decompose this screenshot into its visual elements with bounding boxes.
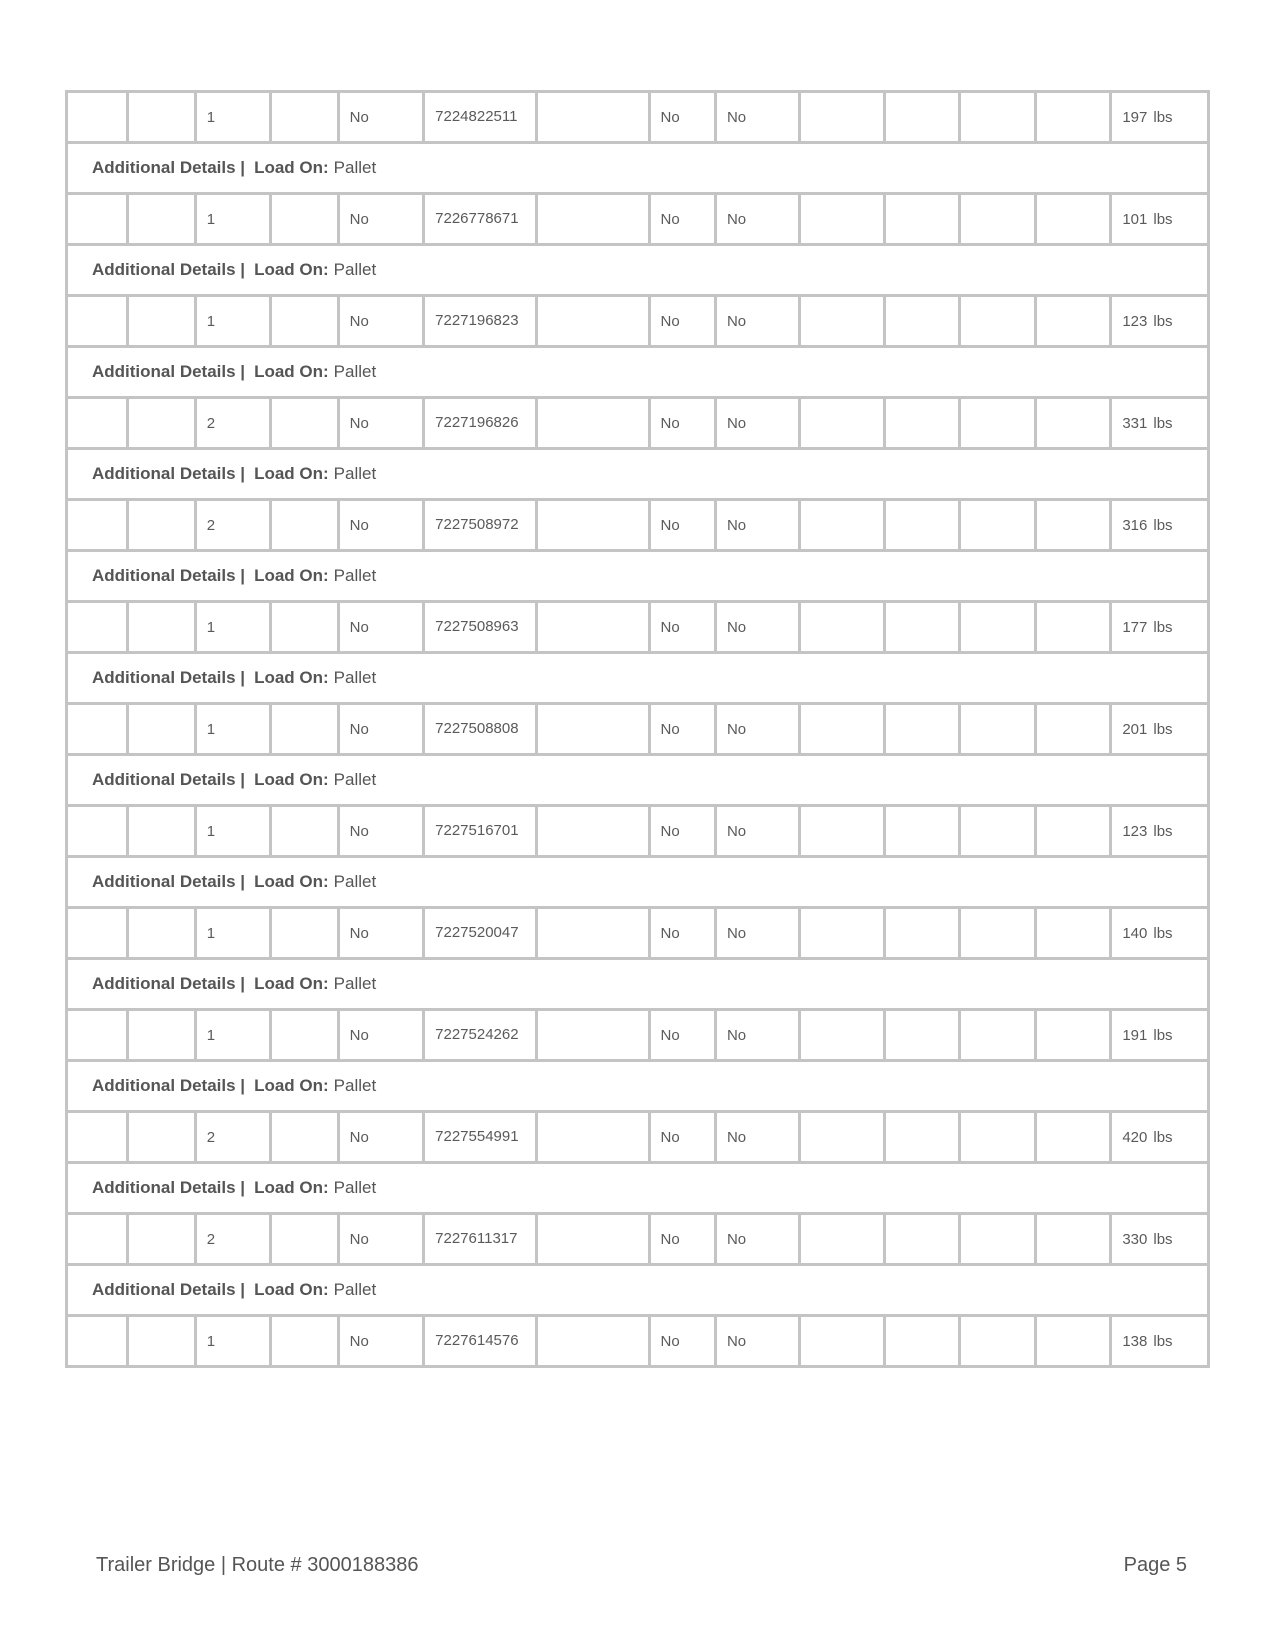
cell-empty <box>1035 92 1110 143</box>
cell-flag: No <box>338 602 424 653</box>
cell-empty <box>128 194 195 245</box>
cell-flag: No <box>338 1316 424 1367</box>
additional-details-cell <box>67 653 1209 704</box>
cell-empty <box>128 92 195 143</box>
cell-flag: No <box>715 1010 800 1061</box>
cell-tracking-number: 7227508963 <box>424 602 537 653</box>
cell-flag: No <box>649 602 715 653</box>
cell-flag: No <box>338 1214 424 1265</box>
table-row <box>67 806 1209 857</box>
cell-empty <box>1035 704 1110 755</box>
cell-empty <box>800 806 885 857</box>
cell-empty <box>800 92 885 143</box>
cell-empty <box>884 806 959 857</box>
cell-empty <box>1035 806 1110 857</box>
cell-tracking-number: 7227508972 <box>424 500 537 551</box>
cell-empty <box>1035 296 1110 347</box>
weight-value: 316 <box>1122 516 1148 534</box>
cell-tracking-number: 7227196826 <box>424 398 537 449</box>
cell-empty <box>800 194 885 245</box>
cell-flag: No <box>649 1112 715 1163</box>
cell-empty <box>67 1112 128 1163</box>
cell-empty <box>1035 194 1110 245</box>
cell-empty <box>884 602 959 653</box>
cell-empty <box>800 1112 885 1163</box>
additional-details-row <box>67 959 1209 1010</box>
cell-empty <box>67 1214 128 1265</box>
load-on-label: Load On: <box>254 1178 329 1197</box>
cell-empty <box>67 1010 128 1061</box>
additional-details-label: Additional Details | <box>92 260 246 279</box>
cell-empty <box>67 806 128 857</box>
cell-empty <box>1035 908 1110 959</box>
cell-empty <box>884 1214 959 1265</box>
weight-unit: lbs <box>1153 720 1173 738</box>
load-on-value: Pallet <box>333 158 377 177</box>
cell-empty <box>67 92 128 143</box>
cell-empty <box>1035 1214 1110 1265</box>
weight-unit: lbs <box>1153 1128 1173 1146</box>
cell-empty <box>960 500 1035 551</box>
cell-flag: No <box>649 1214 715 1265</box>
cell-weight <box>1111 194 1209 245</box>
cell-weight <box>1111 398 1209 449</box>
cell-empty <box>128 1112 195 1163</box>
cell-empty <box>960 92 1035 143</box>
cell-weight <box>1111 1214 1209 1265</box>
cell-empty <box>884 704 959 755</box>
additional-details-label: Additional Details | <box>92 1076 246 1095</box>
cell-flag: No <box>715 194 800 245</box>
weight-value: 101 <box>1122 210 1148 228</box>
footer-page-number: Page 5 <box>1123 1554 1187 1576</box>
cell-quantity: 2 <box>195 500 270 551</box>
additional-details-cell <box>67 551 1209 602</box>
additional-details-row <box>67 857 1209 908</box>
weight-value: 123 <box>1122 822 1148 840</box>
cell-empty <box>67 908 128 959</box>
additional-details-row <box>67 449 1209 500</box>
cell-quantity: 1 <box>195 1010 270 1061</box>
cell-empty <box>536 908 649 959</box>
cell-flag: No <box>649 500 715 551</box>
cell-empty <box>884 1316 959 1367</box>
cell-quantity: 2 <box>195 1214 270 1265</box>
additional-details-label: Additional Details | <box>92 668 246 687</box>
load-on-label: Load On: <box>254 464 329 483</box>
weight-value: 138 <box>1122 1332 1148 1350</box>
cell-empty <box>884 908 959 959</box>
cell-empty <box>271 1214 338 1265</box>
cell-empty <box>960 1316 1035 1367</box>
table-row <box>67 1214 1209 1265</box>
weight-unit: lbs <box>1153 822 1173 840</box>
cell-empty <box>271 296 338 347</box>
cell-empty <box>536 1112 649 1163</box>
cell-flag: No <box>338 1112 424 1163</box>
cell-empty <box>1035 1316 1110 1367</box>
cell-tracking-number: 7227520047 <box>424 908 537 959</box>
cell-flag: No <box>338 704 424 755</box>
cell-empty <box>128 1010 195 1061</box>
cell-empty <box>128 602 195 653</box>
cell-flag: No <box>649 398 715 449</box>
cell-quantity: 1 <box>195 704 270 755</box>
cell-empty <box>128 806 195 857</box>
cell-weight <box>1111 1010 1209 1061</box>
weight-unit: lbs <box>1153 210 1173 228</box>
load-on-value: Pallet <box>333 668 377 687</box>
load-on-value: Pallet <box>333 464 377 483</box>
cell-empty <box>960 908 1035 959</box>
table-row <box>67 704 1209 755</box>
cell-flag: No <box>338 500 424 551</box>
additional-details-label: Additional Details | <box>92 1280 246 1299</box>
weight-value: 330 <box>1122 1230 1148 1248</box>
cell-empty <box>884 194 959 245</box>
load-on-label: Load On: <box>254 872 329 891</box>
cell-empty <box>884 1010 959 1061</box>
weight-unit: lbs <box>1153 312 1173 330</box>
cell-flag: No <box>649 1316 715 1367</box>
cell-quantity: 1 <box>195 92 270 143</box>
cell-empty <box>884 398 959 449</box>
cell-weight <box>1111 806 1209 857</box>
cell-empty <box>1035 1010 1110 1061</box>
load-on-value: Pallet <box>333 974 377 993</box>
load-on-value: Pallet <box>333 566 377 585</box>
shipment-table <box>65 90 1210 1368</box>
cell-flag: No <box>715 296 800 347</box>
additional-details-row <box>67 551 1209 602</box>
cell-empty <box>271 704 338 755</box>
cell-empty <box>67 194 128 245</box>
cell-empty <box>128 500 195 551</box>
cell-empty <box>1035 500 1110 551</box>
cell-flag: No <box>338 296 424 347</box>
load-on-label: Load On: <box>254 158 329 177</box>
cell-empty <box>800 1010 885 1061</box>
cell-tracking-number: 7224822511 <box>424 92 537 143</box>
cell-empty <box>960 602 1035 653</box>
cell-empty <box>271 1112 338 1163</box>
cell-weight <box>1111 92 1209 143</box>
additional-details-row <box>67 143 1209 194</box>
table-row <box>67 500 1209 551</box>
cell-tracking-number: 7227554991 <box>424 1112 537 1163</box>
cell-empty <box>271 92 338 143</box>
additional-details-cell <box>67 143 1209 194</box>
cell-empty <box>128 1214 195 1265</box>
cell-empty <box>128 908 195 959</box>
table-row <box>67 92 1209 143</box>
weight-value: 123 <box>1122 312 1148 330</box>
cell-flag: No <box>715 806 800 857</box>
cell-flag: No <box>338 398 424 449</box>
cell-empty <box>960 296 1035 347</box>
cell-flag: No <box>649 704 715 755</box>
weight-unit: lbs <box>1153 1230 1173 1248</box>
additional-details-label: Additional Details | <box>92 566 246 585</box>
cell-empty <box>800 296 885 347</box>
cell-empty <box>800 602 885 653</box>
load-on-value: Pallet <box>333 1076 377 1095</box>
table-row <box>67 602 1209 653</box>
cell-flag: No <box>649 92 715 143</box>
cell-tracking-number: 7227508808 <box>424 704 537 755</box>
load-on-value: Pallet <box>333 1280 377 1299</box>
cell-empty <box>67 296 128 347</box>
cell-empty <box>536 500 649 551</box>
weight-value: 201 <box>1122 720 1148 738</box>
additional-details-cell <box>67 1163 1209 1214</box>
table-row <box>67 398 1209 449</box>
additional-details-row <box>67 755 1209 806</box>
cell-tracking-number: 7227516701 <box>424 806 537 857</box>
cell-tracking-number: 7227196823 <box>424 296 537 347</box>
additional-details-cell <box>67 245 1209 296</box>
weight-value: 191 <box>1122 1026 1148 1044</box>
table-row <box>67 908 1209 959</box>
cell-flag: No <box>715 500 800 551</box>
cell-empty <box>271 500 338 551</box>
additional-details-cell <box>67 857 1209 908</box>
cell-empty <box>536 296 649 347</box>
cell-empty <box>536 1316 649 1367</box>
cell-quantity: 1 <box>195 296 270 347</box>
cell-tracking-number: 7227614576 <box>424 1316 537 1367</box>
weight-value: 420 <box>1122 1128 1148 1146</box>
table-row <box>67 1316 1209 1367</box>
additional-details-cell <box>67 755 1209 806</box>
additional-details-label: Additional Details | <box>92 872 246 891</box>
cell-empty <box>536 92 649 143</box>
cell-empty <box>960 806 1035 857</box>
cell-empty <box>128 296 195 347</box>
table-row <box>67 296 1209 347</box>
cell-empty <box>884 296 959 347</box>
cell-empty <box>960 1112 1035 1163</box>
cell-tracking-number: 7226778671 <box>424 194 537 245</box>
cell-empty <box>960 398 1035 449</box>
cell-weight <box>1111 500 1209 551</box>
load-on-label: Load On: <box>254 1076 329 1095</box>
table-row <box>67 194 1209 245</box>
cell-empty <box>271 806 338 857</box>
cell-flag: No <box>649 1010 715 1061</box>
cell-empty <box>536 194 649 245</box>
cell-empty <box>536 1010 649 1061</box>
cell-empty <box>536 398 649 449</box>
load-on-label: Load On: <box>254 260 329 279</box>
cell-empty <box>67 500 128 551</box>
additional-details-row <box>67 347 1209 398</box>
cell-empty <box>67 602 128 653</box>
cell-flag: No <box>715 704 800 755</box>
table-row <box>67 1010 1209 1061</box>
additional-details-row <box>67 1265 1209 1316</box>
cell-empty <box>67 1316 128 1367</box>
cell-flag: No <box>715 1316 800 1367</box>
additional-details-cell <box>67 1265 1209 1316</box>
additional-details-cell <box>67 1061 1209 1112</box>
weight-unit: lbs <box>1153 108 1173 126</box>
additional-details-label: Additional Details | <box>92 362 246 381</box>
weight-unit: lbs <box>1153 1026 1173 1044</box>
cell-weight <box>1111 704 1209 755</box>
cell-flag: No <box>649 194 715 245</box>
cell-empty <box>128 1316 195 1367</box>
cell-flag: No <box>715 398 800 449</box>
cell-flag: No <box>649 296 715 347</box>
cell-empty <box>960 704 1035 755</box>
load-on-label: Load On: <box>254 974 329 993</box>
cell-empty <box>271 908 338 959</box>
additional-details-label: Additional Details | <box>92 974 246 993</box>
cell-empty <box>271 1010 338 1061</box>
additional-details-cell <box>67 347 1209 398</box>
cell-empty <box>884 500 959 551</box>
additional-details-cell <box>67 959 1209 1010</box>
weight-value: 177 <box>1122 618 1148 636</box>
cell-empty <box>536 806 649 857</box>
cell-weight <box>1111 602 1209 653</box>
cell-empty <box>1035 398 1110 449</box>
cell-empty <box>271 602 338 653</box>
weight-unit: lbs <box>1153 516 1173 534</box>
additional-details-label: Additional Details | <box>92 464 246 483</box>
weight-unit: lbs <box>1153 1332 1173 1350</box>
cell-empty <box>800 398 885 449</box>
cell-quantity: 1 <box>195 194 270 245</box>
load-on-label: Load On: <box>254 362 329 381</box>
cell-empty <box>884 1112 959 1163</box>
load-on-value: Pallet <box>333 872 377 891</box>
additional-details-row <box>67 245 1209 296</box>
cell-empty <box>800 704 885 755</box>
cell-empty <box>67 704 128 755</box>
additional-details-cell <box>67 449 1209 500</box>
cell-empty <box>800 500 885 551</box>
load-on-value: Pallet <box>333 1178 377 1197</box>
cell-tracking-number: 7227611317 <box>424 1214 537 1265</box>
cell-weight <box>1111 1112 1209 1163</box>
cell-flag: No <box>649 908 715 959</box>
additional-details-row <box>67 1163 1209 1214</box>
cell-flag: No <box>338 194 424 245</box>
load-on-label: Load On: <box>254 668 329 687</box>
footer-route: Trailer Bridge | Route # 3000188386 <box>96 1554 419 1576</box>
cell-empty <box>800 1214 885 1265</box>
cell-weight <box>1111 296 1209 347</box>
cell-flag: No <box>715 1112 800 1163</box>
load-on-label: Load On: <box>254 1280 329 1299</box>
weight-unit: lbs <box>1153 618 1173 636</box>
cell-quantity: 1 <box>195 908 270 959</box>
cell-empty <box>960 1010 1035 1061</box>
cell-flag: No <box>338 806 424 857</box>
additional-details-label: Additional Details | <box>92 158 246 177</box>
additional-details-row <box>67 1061 1209 1112</box>
cell-empty <box>271 1316 338 1367</box>
cell-flag: No <box>715 908 800 959</box>
cell-empty <box>271 398 338 449</box>
weight-value: 331 <box>1122 414 1148 432</box>
cell-empty <box>271 194 338 245</box>
cell-empty <box>128 704 195 755</box>
cell-weight <box>1111 1316 1209 1367</box>
load-on-value: Pallet <box>333 260 377 279</box>
cell-empty <box>884 92 959 143</box>
cell-empty <box>1035 1112 1110 1163</box>
cell-empty <box>536 704 649 755</box>
cell-tracking-number: 7227524262 <box>424 1010 537 1061</box>
weight-unit: lbs <box>1153 924 1173 942</box>
load-on-label: Load On: <box>254 566 329 585</box>
cell-flag: No <box>649 806 715 857</box>
cell-flag: No <box>338 1010 424 1061</box>
cell-empty <box>536 602 649 653</box>
load-on-label: Load On: <box>254 770 329 789</box>
cell-flag: No <box>715 602 800 653</box>
cell-quantity: 1 <box>195 602 270 653</box>
cell-flag: No <box>715 92 800 143</box>
cell-empty <box>536 1214 649 1265</box>
cell-quantity: 1 <box>195 1316 270 1367</box>
cell-empty <box>960 1214 1035 1265</box>
cell-weight <box>1111 908 1209 959</box>
cell-quantity: 1 <box>195 806 270 857</box>
cell-flag: No <box>338 908 424 959</box>
load-on-value: Pallet <box>333 362 377 381</box>
cell-empty <box>1035 602 1110 653</box>
load-on-value: Pallet <box>333 770 377 789</box>
cell-empty <box>800 1316 885 1367</box>
cell-flag: No <box>338 92 424 143</box>
additional-details-label: Additional Details | <box>92 1178 246 1197</box>
cell-empty <box>128 398 195 449</box>
weight-value: 140 <box>1122 924 1148 942</box>
cell-empty <box>800 908 885 959</box>
cell-quantity: 2 <box>195 398 270 449</box>
weight-unit: lbs <box>1153 414 1173 432</box>
additional-details-label: Additional Details | <box>92 770 246 789</box>
cell-empty <box>67 398 128 449</box>
additional-details-row <box>67 653 1209 704</box>
weight-value: 197 <box>1122 108 1148 126</box>
cell-empty <box>960 194 1035 245</box>
cell-flag: No <box>715 1214 800 1265</box>
table-row <box>67 1112 1209 1163</box>
cell-quantity: 2 <box>195 1112 270 1163</box>
